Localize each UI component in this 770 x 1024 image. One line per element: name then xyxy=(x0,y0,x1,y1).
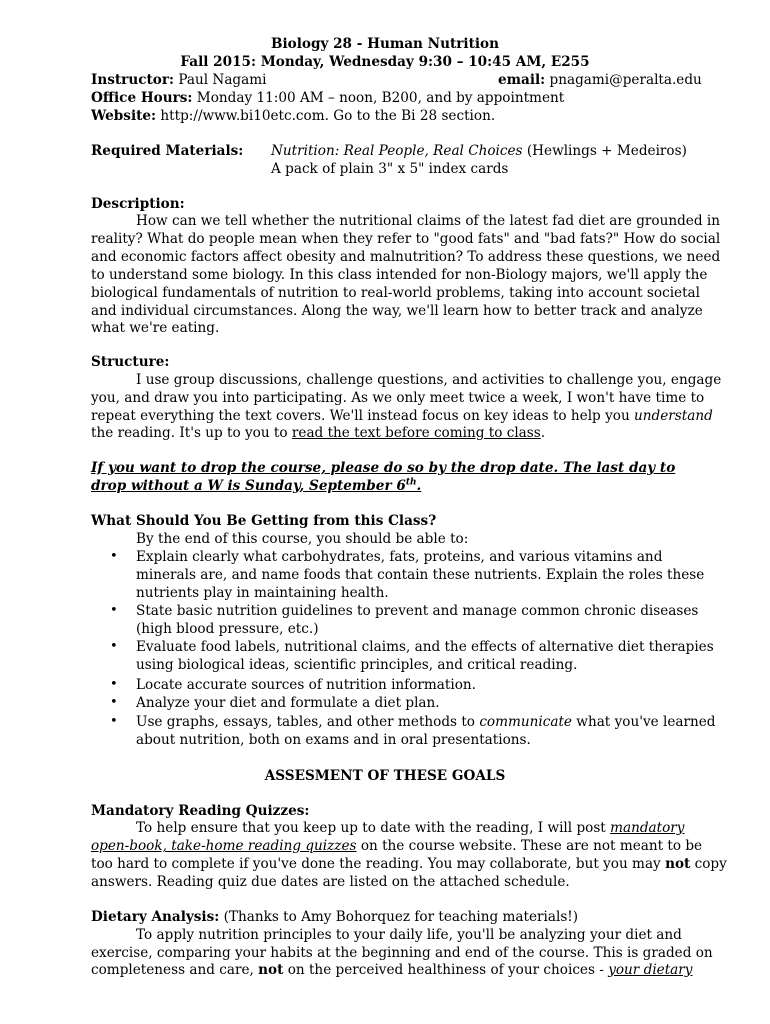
drop-notice-line xyxy=(91,477,421,495)
course-schedule: Fall 2015: Monday, Wednesday 9:30 – 10:45 AM, E255 xyxy=(180,54,590,70)
dietary-line: exercise, comparing your habits at the beginning and end of the course. This is graded on xyxy=(91,945,713,961)
quizzes-text: copy xyxy=(690,856,727,872)
structure-text: the reading. It's up to you to xyxy=(91,425,292,441)
quizzes-text: To help ensure that you keep up to date with the reading, I will post xyxy=(136,820,611,836)
dietary-bold: not xyxy=(258,962,284,978)
instructor-name: Paul Nagami xyxy=(178,72,267,88)
goals-intro: By the end of this course, you should be able to: xyxy=(136,531,469,547)
bullet-icon: • xyxy=(110,695,118,710)
structure-line xyxy=(91,407,713,425)
instructor-line xyxy=(91,71,266,89)
goal-item xyxy=(136,713,715,731)
quizzes-bold: not xyxy=(665,856,691,872)
goal-emphasis: communicate xyxy=(479,714,572,730)
bullet-icon: • xyxy=(110,603,118,618)
goal-item: Explain clearly what carbohydrates, fats, proteins, and various vitamins and xyxy=(136,549,663,565)
goals-heading: What Should You Be Getting from this Class? xyxy=(91,513,437,529)
quizzes-text: too hard to complete if you've done the reading. You may collaborate, but you may xyxy=(91,856,666,872)
quizzes-line xyxy=(136,819,685,837)
materials-book xyxy=(271,142,687,160)
description-line: and individual circumstances. Along the way, we'll learn how to better track and analyze xyxy=(91,303,703,319)
dietary-text: completeness and care, xyxy=(91,962,259,978)
quizzes-line: answers. Reading quiz due dates are listed on the attached schedule. xyxy=(91,874,570,890)
materials-label: Required Materials: xyxy=(91,143,244,159)
goal-item: Evaluate food labels, nutritional claims, and the effects of alternative diet therapies xyxy=(136,639,714,655)
email-address[interactable]: pnagami@peralta.edu xyxy=(549,72,702,88)
assessment-heading: ASSESMENT OF THESE GOALS xyxy=(264,768,506,784)
goal-text: what you've learned xyxy=(571,714,716,730)
description-line: what we're eating. xyxy=(91,320,220,336)
structure-heading: Structure: xyxy=(91,354,170,370)
quizzes-text: on the course website. These are not meant to be xyxy=(356,838,703,854)
drop-notice-sup: th xyxy=(405,477,417,488)
structure-text: . xyxy=(540,425,546,441)
goal-item: Analyze your diet and formulate a diet plan. xyxy=(136,695,440,711)
office-hours-label: Office Hours: xyxy=(91,90,193,106)
structure-underline: read the text before coming to class xyxy=(291,425,541,441)
description-line: How can we tell whether the nutritional claims of the latest fad diet are grounded in xyxy=(136,213,720,229)
dietary-heading: Dietary Analysis: xyxy=(91,909,220,925)
dietary-thanks: (Thanks to Amy Bohorquez for teaching materials!) xyxy=(219,909,579,925)
goal-item: minerals are, and name foods that contain these nutrients. Explain the roles these xyxy=(136,567,705,583)
email-line xyxy=(498,71,702,89)
office-hours-line xyxy=(91,89,564,107)
description-line: to understand some biology. In this class intended for non-Biology majors, we'll apply the xyxy=(91,267,708,283)
quizzes-heading: Mandatory Reading Quizzes: xyxy=(91,803,310,819)
goal-item: about nutrition, both on exams and in oral presentations. xyxy=(136,732,531,748)
email-label: email: xyxy=(498,72,546,88)
structure-line: you, and draw you into participating. As we only meet twice a week, I won't have time to xyxy=(91,390,705,406)
website-line xyxy=(91,107,495,125)
quizzes-emphasis: open-book, take-home reading quizzes xyxy=(91,838,357,854)
bullet-icon: • xyxy=(110,549,118,564)
course-title: Biology 28 - Human Nutrition xyxy=(271,36,499,52)
goal-item: State basic nutrition guidelines to prevent and manage common chronic diseases xyxy=(136,603,699,619)
goal-item: Locate accurate sources of nutrition information. xyxy=(136,677,476,693)
bullet-icon: • xyxy=(110,639,118,654)
description-line: and economic factors affect obesity and malnutrition? To address these questions, we need xyxy=(91,249,721,265)
dietary-line: To apply nutrition principles to your daily life, you'll be analyzing your diet and xyxy=(136,927,682,943)
drop-notice-text: . xyxy=(416,478,422,494)
structure-line xyxy=(91,424,545,442)
description-line: biological fundamentals of nutrition to real-world problems, taking into account societal xyxy=(91,285,700,301)
quizzes-emphasis: mandatory xyxy=(610,820,685,836)
bullet-icon: • xyxy=(110,714,118,729)
book-authors: (Hewlings + Medeiros) xyxy=(526,143,687,159)
description-line: reality? What do people mean when they refer to "good fats" and "bad fats?" How do social xyxy=(91,231,721,247)
dietary-emphasis: your dietary xyxy=(608,962,693,978)
website-label: Website: xyxy=(91,108,157,124)
goal-item: nutrients play in maintaining health. xyxy=(136,585,389,601)
structure-text: repeat everything the text covers. We'll instead focus on key ideas to help you xyxy=(91,408,635,424)
instructor-label: Instructor: xyxy=(91,72,175,88)
office-hours-text: Monday 11:00 AM – noon, B200, and by appointment xyxy=(196,90,565,106)
structure-emphasis: understand xyxy=(634,408,713,424)
quizzes-line xyxy=(91,855,727,873)
goal-item: (high blood pressure, etc.) xyxy=(136,621,319,637)
structure-line: I use group discussions, challenge questions, and activities to challenge you, engage xyxy=(136,372,722,388)
drop-notice-text: drop without a W is Sunday, September 6 xyxy=(91,478,406,494)
bullet-icon: • xyxy=(110,677,118,692)
materials-cards: A pack of plain 3" x 5" index cards xyxy=(271,161,509,177)
drop-notice-line: If you want to drop the course, please do so by the drop date. The last day to xyxy=(91,460,676,476)
dietary-heading-line xyxy=(91,908,578,926)
goal-item: using biological ideas, scientific principles, and critical reading. xyxy=(136,657,578,673)
dietary-text: on the perceived healthiness of your choices - xyxy=(283,962,609,978)
book-title: Nutrition: Real People, Real Choices xyxy=(271,143,523,159)
website-url[interactable]: http://www.bi10etc.com. Go to the Bi 28 section. xyxy=(160,108,496,124)
dietary-line xyxy=(91,961,692,979)
description-heading: Description: xyxy=(91,196,185,212)
goal-text: Use graphs, essays, tables, and other methods to xyxy=(136,714,480,730)
quizzes-line xyxy=(91,837,702,855)
